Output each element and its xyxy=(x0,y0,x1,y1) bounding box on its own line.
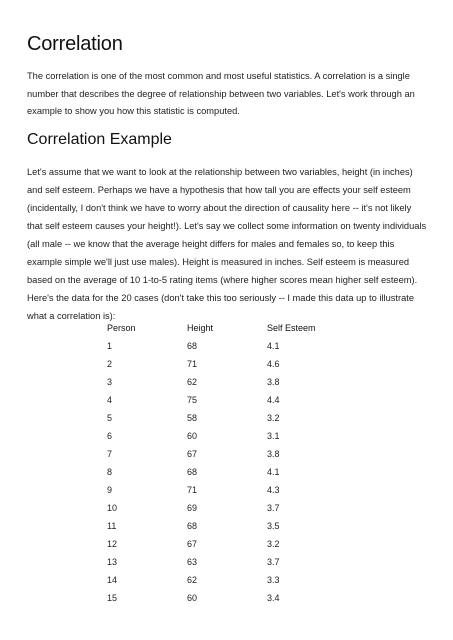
cell-person: 14 xyxy=(107,575,118,585)
cell-self-esteem: 3.2 xyxy=(267,413,280,423)
cell-height: 67 xyxy=(187,449,198,459)
table-body xyxy=(104,337,347,607)
cell-height: 75 xyxy=(187,395,198,405)
table-row xyxy=(104,517,347,535)
cell-self-esteem: 4.3 xyxy=(267,485,280,495)
table-row xyxy=(104,589,347,607)
cell-height: 60 xyxy=(187,593,198,603)
cell-self-esteem: 3.1 xyxy=(267,431,280,441)
table-row xyxy=(104,463,347,481)
cell-height: 63 xyxy=(187,557,198,567)
cell-person: 15 xyxy=(107,593,118,603)
table-row xyxy=(104,409,347,427)
cell-person: 5 xyxy=(107,413,113,423)
cell-self-esteem: 4.1 xyxy=(267,341,280,351)
table-row xyxy=(104,391,347,409)
column-header-self-esteem: Self Esteem xyxy=(267,322,316,333)
cell-person: 3 xyxy=(107,377,113,387)
cell-self-esteem: 3.2 xyxy=(267,539,280,549)
cell-height: 68 xyxy=(187,521,198,531)
cell-person: 2 xyxy=(107,359,113,369)
cell-person: 9 xyxy=(107,485,113,495)
cell-height: 67 xyxy=(187,539,198,549)
table-header-row xyxy=(104,318,347,337)
cell-height: 62 xyxy=(187,575,198,585)
cell-height: 71 xyxy=(187,485,198,495)
table-row xyxy=(104,553,347,571)
cell-height: 60 xyxy=(187,431,198,441)
cell-self-esteem: 3.7 xyxy=(267,557,280,567)
cell-person: 7 xyxy=(107,449,113,459)
cell-height: 58 xyxy=(187,413,198,423)
cell-height: 62 xyxy=(187,377,198,387)
cell-height: 69 xyxy=(187,503,198,513)
section-title: Correlation Example xyxy=(27,131,172,148)
table-row xyxy=(104,571,347,589)
table-row xyxy=(104,337,347,355)
table-row xyxy=(104,373,347,391)
cell-height: 68 xyxy=(187,467,198,477)
cell-person: 10 xyxy=(107,503,118,513)
cell-self-esteem: 3.5 xyxy=(267,521,280,531)
cell-person: 4 xyxy=(107,395,113,405)
cell-person: 13 xyxy=(107,557,118,567)
table-row xyxy=(104,481,347,499)
cell-self-esteem: 4.1 xyxy=(267,467,280,477)
cell-self-esteem: 4.6 xyxy=(267,359,280,369)
table-row xyxy=(104,535,347,553)
cell-self-esteem: 3.7 xyxy=(267,503,280,513)
data-table xyxy=(104,318,347,607)
cell-self-esteem: 3.8 xyxy=(267,449,280,459)
cell-person: 8 xyxy=(107,467,113,477)
page-title: Correlation xyxy=(27,33,123,55)
intro-paragraph: The correlation is one of the most common and most useful statistics. A correlation is a single number that describes the degree of relationship between two variables. Let's work through an example to show you how this statistic is computed. xyxy=(27,71,415,116)
example-paragraph: Let's assume that we want to look at the relationship between two variables, height (in inches) and self esteem. Perhaps we have a hypothesis that how tall you are effects your self esteem (incidentally, I don't think we have to worry about the direction of causality here -- it's not likely that self esteem causes your height!). Let's say we collect some information on twenty individuals (all male -- we know that the average height differs for males and females so, to keep this example simple we'll just use males). Height is measured in inches. Self esteem is measured based on the average of 10 1-to-5 rating items (where higher scores mean higher self esteem). Here's the data for the 20 cases (don't take this too seriously -- I made this data up to illustrate what a correlation is): xyxy=(27,167,427,322)
cell-person: 6 xyxy=(107,431,113,441)
table-row xyxy=(104,355,347,373)
cell-height: 71 xyxy=(187,359,198,369)
cell-person: 12 xyxy=(107,539,118,549)
cell-self-esteem: 3.3 xyxy=(267,575,280,585)
column-header-person: Person xyxy=(107,322,136,333)
table-row xyxy=(104,445,347,463)
table-row xyxy=(104,499,347,517)
column-header-height: Height xyxy=(187,322,214,333)
cell-person: 11 xyxy=(107,521,117,531)
cell-self-esteem: 3.8 xyxy=(267,377,280,387)
cell-person: 1 xyxy=(107,341,113,351)
cell-height: 68 xyxy=(187,341,198,351)
cell-self-esteem: 3.4 xyxy=(267,593,280,603)
cell-self-esteem: 4.4 xyxy=(267,395,280,405)
table-row xyxy=(104,427,347,445)
